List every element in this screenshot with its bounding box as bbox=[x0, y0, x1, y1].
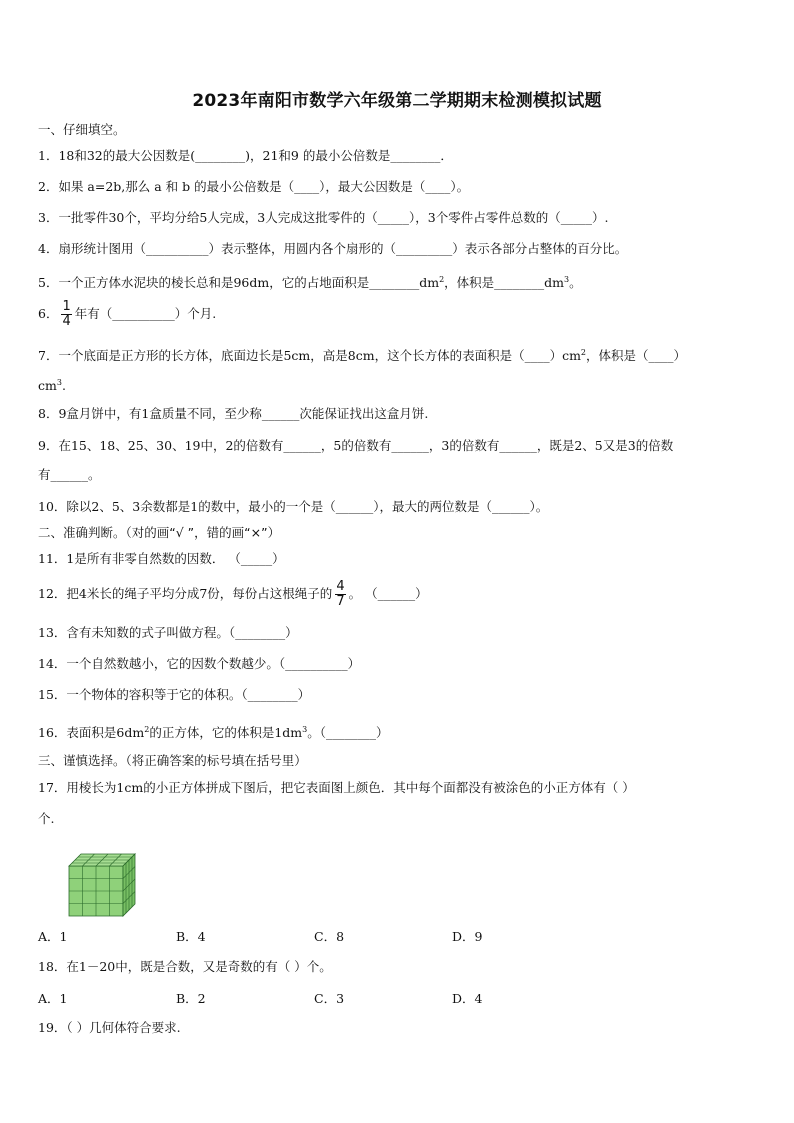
question-4: 4．扇形统计图用（__________）表示整体，用圆内各个扇形的（_________）表示各部分占整体的百分比。 bbox=[38, 241, 628, 256]
superscript-2: 2 bbox=[144, 725, 150, 734]
option-18-b: B．2 bbox=[176, 991, 206, 1006]
option-17-a: A．1 bbox=[38, 929, 68, 944]
cube-figure bbox=[66, 850, 140, 918]
question-7 bbox=[38, 344, 686, 365]
option-18-a: A．1 bbox=[38, 991, 68, 1006]
question-5-part2: ，体积是________dm bbox=[444, 275, 565, 291]
question-11: 11．1是所有非零自然数的因数． （_____） bbox=[38, 551, 285, 566]
question-7-part1: 7．一个底面是正方形的长方体，底面边长是5cm，高是8cm，这个长方体的表面积是（____）cm bbox=[38, 348, 581, 364]
page-title: 2023年南阳市数学六年级第二学期期末检测模拟试题 bbox=[192, 91, 602, 111]
question-7-unit: cm bbox=[38, 378, 57, 394]
question-12-end: 。 （______） bbox=[348, 586, 428, 601]
option-18-c: C．3 bbox=[314, 991, 345, 1006]
option-18-d: D．4 bbox=[452, 991, 483, 1006]
question-12 bbox=[38, 576, 428, 612]
question-2: 2．如果 a=2b,那么 a 和 b 的最小公倍数是（____），最大公因数是（____）。 bbox=[38, 179, 470, 194]
section-heading-choice: 三、谨慎选择。（将正确答案的标号填在括号里） bbox=[38, 753, 307, 768]
superscript-3: 3 bbox=[564, 275, 570, 284]
area-value: 6dm bbox=[116, 725, 145, 741]
question-19: 19．（ ）几何体符合要求. bbox=[38, 1020, 181, 1035]
fraction-denominator: 4 bbox=[62, 314, 71, 329]
question-8: 8．9盒月饼中，有1盒质量不同，至少称______次能保证找出这盒月饼. bbox=[38, 406, 429, 421]
question-16 bbox=[38, 721, 389, 742]
question-5 bbox=[38, 271, 582, 292]
question-1: 1．18和32的最大公因数是(________)，21和9 的最小公倍数是________． bbox=[38, 148, 453, 163]
fraction-denominator: 7 bbox=[336, 594, 345, 609]
question-7-continued bbox=[38, 374, 66, 395]
question-17-continued: 个. bbox=[38, 811, 55, 826]
superscript-3: 3 bbox=[56, 378, 62, 387]
question-5-part3: 。 bbox=[569, 275, 582, 291]
question-3: 3．一批零件30个，平均分给5人完成，3人完成这批零件的（_____），3个零件占零件总数的（_____）. bbox=[38, 210, 609, 225]
question-13: 13．含有未知数的式子叫做方程。（________） bbox=[38, 625, 298, 640]
volume-value: 1dm bbox=[274, 725, 303, 741]
option-17-d: D．9 bbox=[452, 929, 483, 944]
question-17: 17．用棱长为1cm的小正方体拼成下图后，把它表面图上颜色．其中每个面都没有被涂色的小正方体有（ ） bbox=[38, 780, 635, 795]
question-16-part1: 16．表面积是 bbox=[38, 725, 117, 741]
question-16-part2: 的正方体，它的体积是 bbox=[149, 725, 275, 741]
superscript-2: 2 bbox=[439, 275, 445, 284]
question-14: 14．一个自然数越小，它的因数个数越少。（__________） bbox=[38, 656, 361, 671]
section-heading-fill: 一、仔细填空。 bbox=[38, 122, 126, 137]
question-6 bbox=[38, 298, 216, 330]
fraction-numerator: 4 bbox=[336, 579, 345, 594]
option-17-b: B．4 bbox=[176, 929, 206, 944]
fraction-four-sevenths bbox=[335, 580, 345, 609]
question-15: 15．一个物体的容积等于它的体积。（________） bbox=[38, 687, 311, 702]
question-9-continued: 有______。 bbox=[38, 467, 101, 482]
fraction-one-quarter bbox=[61, 300, 71, 329]
superscript-3: 3 bbox=[302, 725, 308, 734]
question-6-text: 年有（__________）个月. bbox=[74, 306, 217, 321]
question-9: 9．在15、18、25、30、19中，2的倍数有______，5的倍数有______，3的倍数有______，既是2、5又是3的倍数 bbox=[38, 438, 674, 453]
question-7-part2: ，体积是（____） bbox=[586, 348, 687, 364]
fraction-numerator: 1 bbox=[62, 299, 71, 314]
option-17-c: C．8 bbox=[314, 929, 345, 944]
question-18: 18．在1－20中，既是合数，又是奇数的有（ ）个。 bbox=[38, 959, 332, 974]
section-heading-judge: 二、准确判断。（对的画“√ ”，错的画“×”） bbox=[38, 525, 281, 540]
question-6-number: 6． bbox=[38, 306, 59, 321]
question-12-text: 12．把4米长的绳子平均分成7份，每份占这根绳子的 bbox=[38, 586, 333, 601]
question-10: 10．除以2、5、3余数都是1的数中，最小的一个是（______），最大的两位数是（______）。 bbox=[38, 499, 549, 514]
question-7-end: . bbox=[61, 378, 66, 394]
question-16-end: 。（________） bbox=[307, 725, 389, 741]
superscript-2: 2 bbox=[580, 348, 587, 357]
question-5-part1: 5．一个正方体水泥块的棱长总和是96dm，它的占地面积是________dm bbox=[38, 275, 440, 291]
